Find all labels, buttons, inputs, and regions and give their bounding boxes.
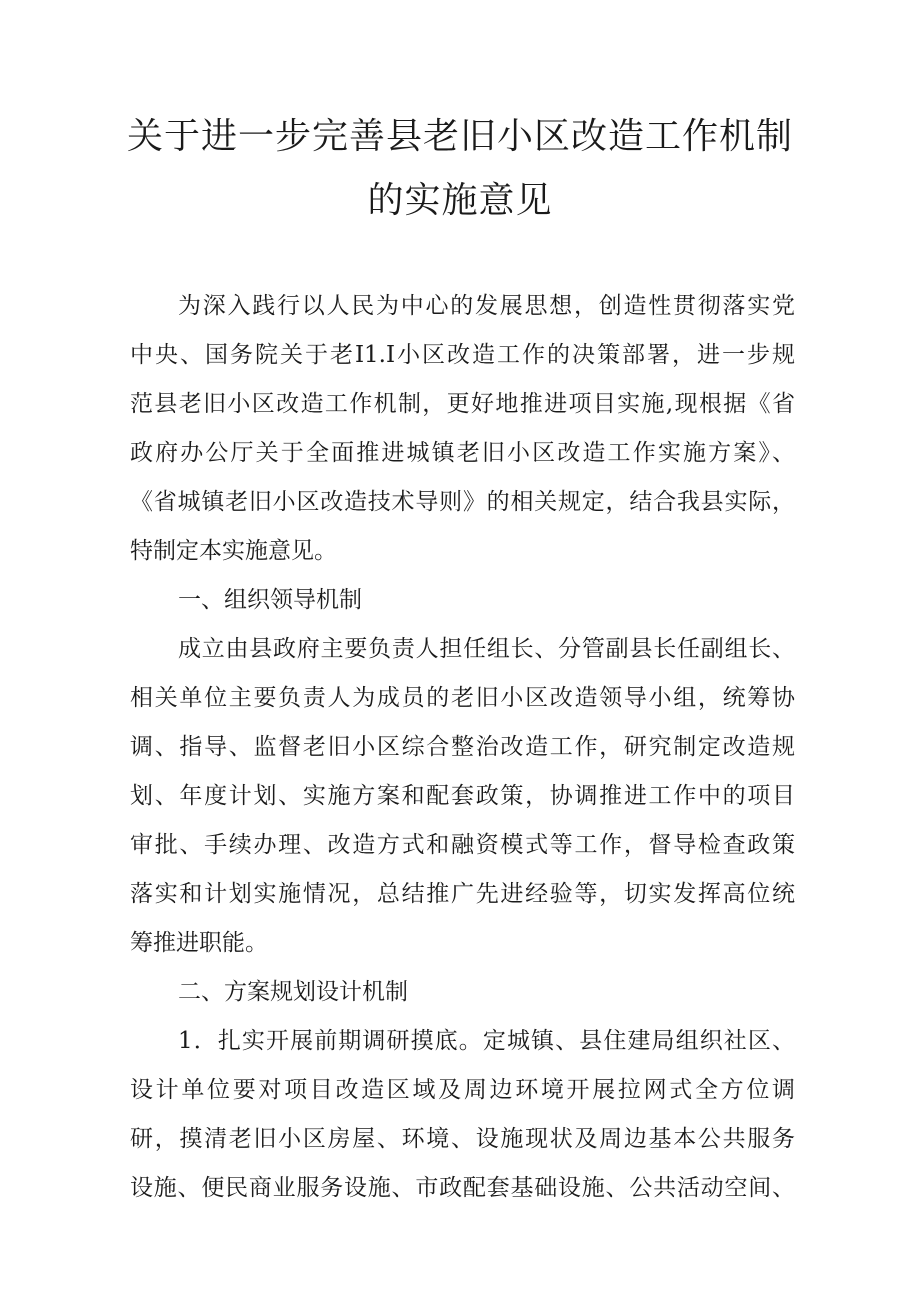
body-line: 划、年度计划、实施方案和配套政策，协调推进工作中的项目 bbox=[130, 783, 795, 809]
body-line: 为深入践行以人民为中心的发展思想，创造性贯彻落实党 bbox=[178, 293, 795, 319]
section-heading: 二、方案规划设计机制 bbox=[178, 979, 408, 1005]
body-line: 调、指导、监督老旧小区综合整治改造工作，研究制定改造规 bbox=[130, 734, 795, 760]
body-line: 筹推进职能。 bbox=[130, 930, 268, 956]
body-line: 1．扎实开展前期调研摸底。定城镇、县住建局组织社区、 bbox=[178, 1028, 795, 1054]
body-line: 范县老旧小区改造工作机制，更好地推进项目实施,现根据《省 bbox=[130, 391, 795, 417]
body-line: 设计单位要对项目改造区域及周边环境开展拉网式全方位调 bbox=[130, 1077, 795, 1103]
body-line: 成立由县政府主要负责人担任组长、分管副县长任副组长、 bbox=[178, 636, 795, 662]
document-title-line-1: 关于进一步完善县老旧小区改造工作机制 bbox=[126, 116, 793, 157]
document-title-line-2: 的实施意见 bbox=[367, 180, 553, 221]
body-line: 相关单位主要负责人为成员的老旧小区改造领导小组，统筹协 bbox=[130, 685, 795, 711]
body-line: 中央、国务院关于老I1.I小区改造工作的决策部署，进一步规 bbox=[130, 342, 795, 368]
body-line: 研，摸清老旧小区房屋、环境、设施现状及周边基本公共服务 bbox=[130, 1126, 795, 1152]
document-body bbox=[130, 282, 795, 1213]
body-line: 政府办公厅关于全面推进城镇老旧小区改造工作实施方案》、 bbox=[130, 440, 795, 466]
body-line: 设施、便民商业服务设施、市政配套基础设施、公共活动空间、 bbox=[130, 1175, 795, 1201]
body-line: 特制定本实施意见。 bbox=[130, 538, 337, 564]
body-line: 落实和计划实施情况，总结推广先进经验等，切实发挥高位统 bbox=[130, 881, 795, 907]
body-line: 审批、手续办理、改造方式和融资模式等工作，督导检查政策 bbox=[130, 832, 795, 858]
section-heading: 一、组织领导机制 bbox=[178, 587, 362, 613]
body-line: 《省城镇老旧小区改造技术导则》的相关规定，结合我县实际， bbox=[130, 489, 795, 515]
